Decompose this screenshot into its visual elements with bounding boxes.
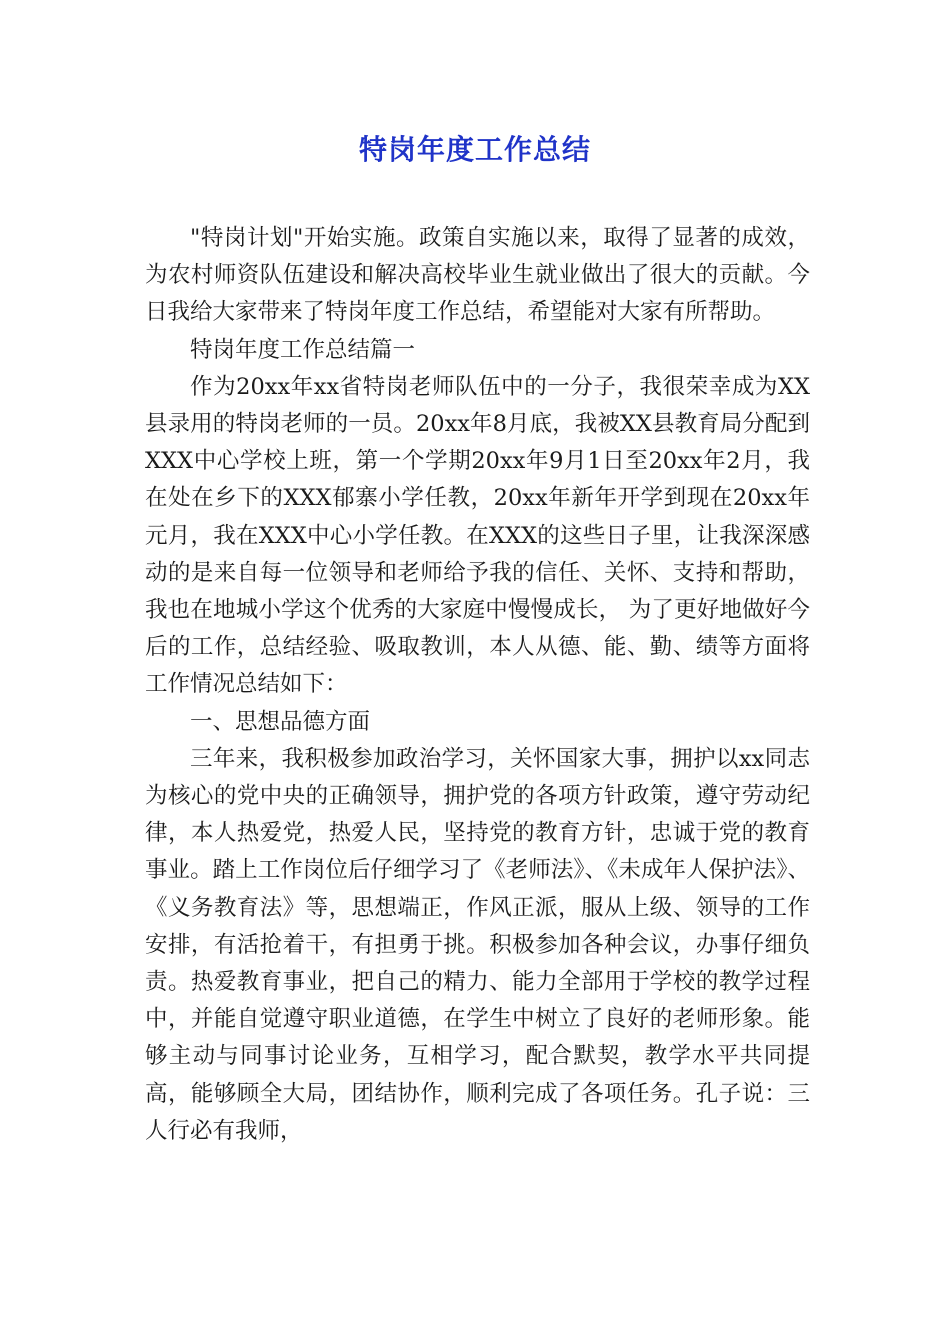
document-body [145, 220, 810, 1150]
body-paragraph: 三年来，我积极参加政治学习，关怀国家大事，拥护以xx同志为核心的党中央的正确领导，拥护党的各项方针政策，遵守劳动纪律，本人热爱党，热爱人民，坚持党的教育方针，忠诚于党的教育事业。踏上工作岗位后仔细学习了《老师法》、《未成年人保护法》、《义务教育法》等，思想端正，作风正派，服从上级、领导的工作安排，有活抢着干，有担勇于挑。积极参加各种会议，办事仔细负责。热爱教育事业，把自己的精力、能力全部用于学校的教学过程中，并能自觉遵守职业道德，在学生中树立了良好的老师形象。能够主动与同事讨论业务，互相学习，配合默契，教学水平共同提高，能够顾全大局，团结协作，顺利完成了各项任务。孔子说：三人行必有我师， [145, 745, 810, 1144]
document-title: 特岗年度工作总结 [358, 133, 591, 166]
section-heading-ideology: 一、思想品德方面 [190, 708, 371, 735]
section-heading-part-one: 特岗年度工作总结篇一 [190, 336, 416, 363]
body-paragraph: 作为20xx年xx省特岗老师队伍中的一分子，我很荣幸成为XX县录用的特岗老师的一员。20xx年8月底，我被XX县教育局分配到XXX中心学校上班，第一个学期20xx年9月1日至20xx年2月，我在处在乡下的XXX郁寨小学任教，20xx年新年开学到现在20xx年元月，我在XXX中心小学任教。在XXX的这些日子里，让我深深感动的是来自每一位领导和老师给予我的信任、关怀、支持和帮助，我也在地城小学这个优秀的大家庭中慢慢成长， 为了更好地做好今后的工作，总结经验、吸取教训，本人从德、能、勤、绩等方面将工作情况总结如下： [145, 373, 810, 698]
intro-paragraph: "特岗计划"开始实施。政策自实施以来，取得了显著的成效，为农村师资队伍建设和解决高校毕业生就业做出了很大的贡献。今日我给大家带来了特岗年度工作总结，希望能对大家有所帮助。 [145, 225, 810, 326]
